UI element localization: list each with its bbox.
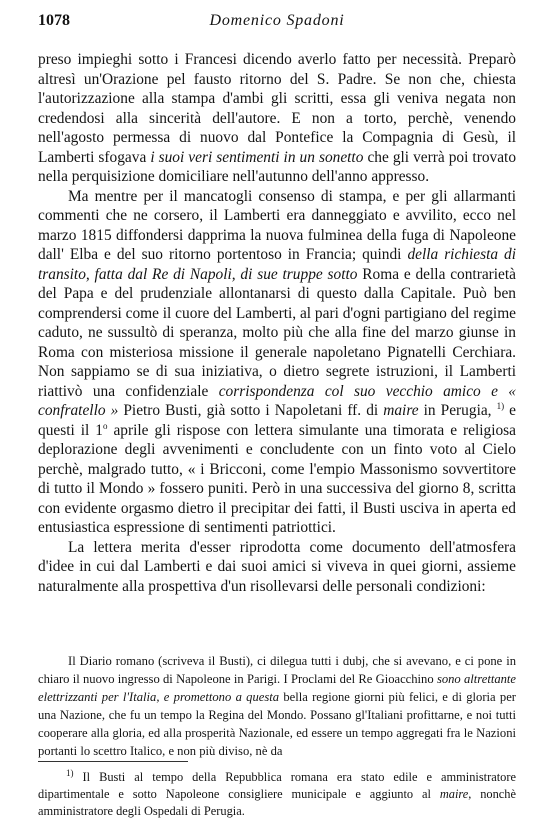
italic-run: corrispondenza col suo vecchio amico e « confratello »: [38, 382, 516, 419]
text-run: bella regione giorni più felici, e di gloria per una Nazione, che fu un tempo la Regina del Mondo. Possano gl'Italiani profittarne, e noi tutti cooperare alla gloria, ed alla prosperità Nazionale, ed essere un tempo aggregati fra le Nazioni portanti lo scettro Italico, e non più diviso, nè da: [38, 690, 517, 758]
text-run: preso impieghi sotto i Francesi dicendo averlo fatto per necessità. Preparò altresì un'Orazione pel fausto ritorno del S. Padre. Se non che, chiesta l'autorizzazione alla stampa d'ambi gli scritti, essa gli veniva negata non credendosi alla sincerità dell'autore. E non a torto, perchè, venendo nell'agosto permessa di nuovo dal Pontefice la Compagnia di Gesù, il Lamberti sfogava: [38, 51, 516, 166]
text-run: Il Diario romano (scriveva il Busti), ci dilegua tutti i dubj, che si avevano, e ci pone in chiaro il nuovo ingresso di Napoleone in Parigi. I Proclami del Re Gioacchino: [38, 654, 516, 686]
footnote-divider: [38, 761, 188, 762]
footnote: [38, 769, 516, 820]
text-run: , nonchè amministratore degli Ospedali di Perugia.: [38, 787, 517, 818]
quoted-letter: [38, 652, 516, 760]
page-header: [38, 12, 516, 34]
italic-run: della richiesta di transito, fatta dal Re di Napoli, di sue truppe sotto: [38, 246, 516, 283]
text-run: Pietro Busti, già sotto i Napoletani ff. di: [118, 402, 384, 419]
text-run: aprile gli rispose con lettera simulante una timorata e religiosa deplorazione degli avvenimenti e concludente con un finto voto al Cielo perchè, malgrado tutto, « i Bricconi, come l'empio Massonismo sovvertitore di tutto il Mondo » fossero puniti. Però in una successiva del giorno 8, scritta con evidente orgasmo dietro il precipitar dei fatti, il Busti usciva in aperta ed entusiastica espressione di sentimenti patriottici.: [38, 421, 517, 536]
text-run: Ma mentre per il mancatogli consenso di stampa, e per gli allarmanti commenti che ne corsero, il Lamberti era danneggiato e avvilito, ecco nel marzo 1815 diffondersi dapprima la nuova fulminea della fuga di Napoleone dall' Elba e del suo ritorno portentoso in Francia; quindi: [38, 187, 516, 263]
text-run: Roma e della contrarietà del Papa e del prudenziale allontanarsi di questo dalla Capitale. Può ben comprendersi come il cuore del Lamberti, al pari d'ogni partigiano del regime caduto, ne sussultò di speranza, molto più che alla fine del marzo giunse in Roma con misteriosa missione il generale napoletano Pignatelli Cerchiara. Non sappiamo se di sua iniziativa, o dietro segrete istruzioni, il Lamberti riattivò una confidenziale: [38, 265, 516, 400]
text-run: in Perugia,: [418, 402, 497, 419]
running-title: Domenico Spadoni: [209, 12, 345, 29]
footnote-ref[interactable]: 1): [496, 400, 505, 411]
footnote-marker: 1): [66, 767, 74, 778]
paragraph-3: La lettera merita d'esser riprodotta come documento dell'atmosfera d'idee in cui dal Lamberti e dai suoi amici si viveva in quei giorni, assieme naturalmente alla prospettiva d'un risollevarsi delle personali condizioni:: [38, 538, 516, 595]
footnote-text: [38, 769, 516, 820]
main-text: [38, 50, 516, 596]
paragraph-1: [38, 50, 516, 187]
paragraph-2: [38, 187, 516, 538]
text-run: Il Busti al tempo della Repubblica romana era stato edile e amministratore dipartimentale e sotto Napoleone consigliere municipale e aggiunto al: [38, 770, 516, 801]
quote-paragraph: [38, 652, 516, 760]
italic-run: sono altrettante elettrizzanti per l'Italia, e promettono a questa: [38, 672, 516, 704]
italic-run: maire: [439, 787, 469, 801]
page-number: 1078: [38, 12, 70, 29]
italic-run: i suoi veri sentimenti in un sonetto: [150, 148, 364, 166]
text-run: che gli verrà poi trovato nella perquisizione domiciliare nell'autunno dell'anno appresso.: [38, 148, 517, 185]
italic-run: maire: [383, 402, 419, 419]
text-run: e questi il 1: [38, 402, 516, 439]
ordinal-mark: o: [102, 420, 108, 431]
